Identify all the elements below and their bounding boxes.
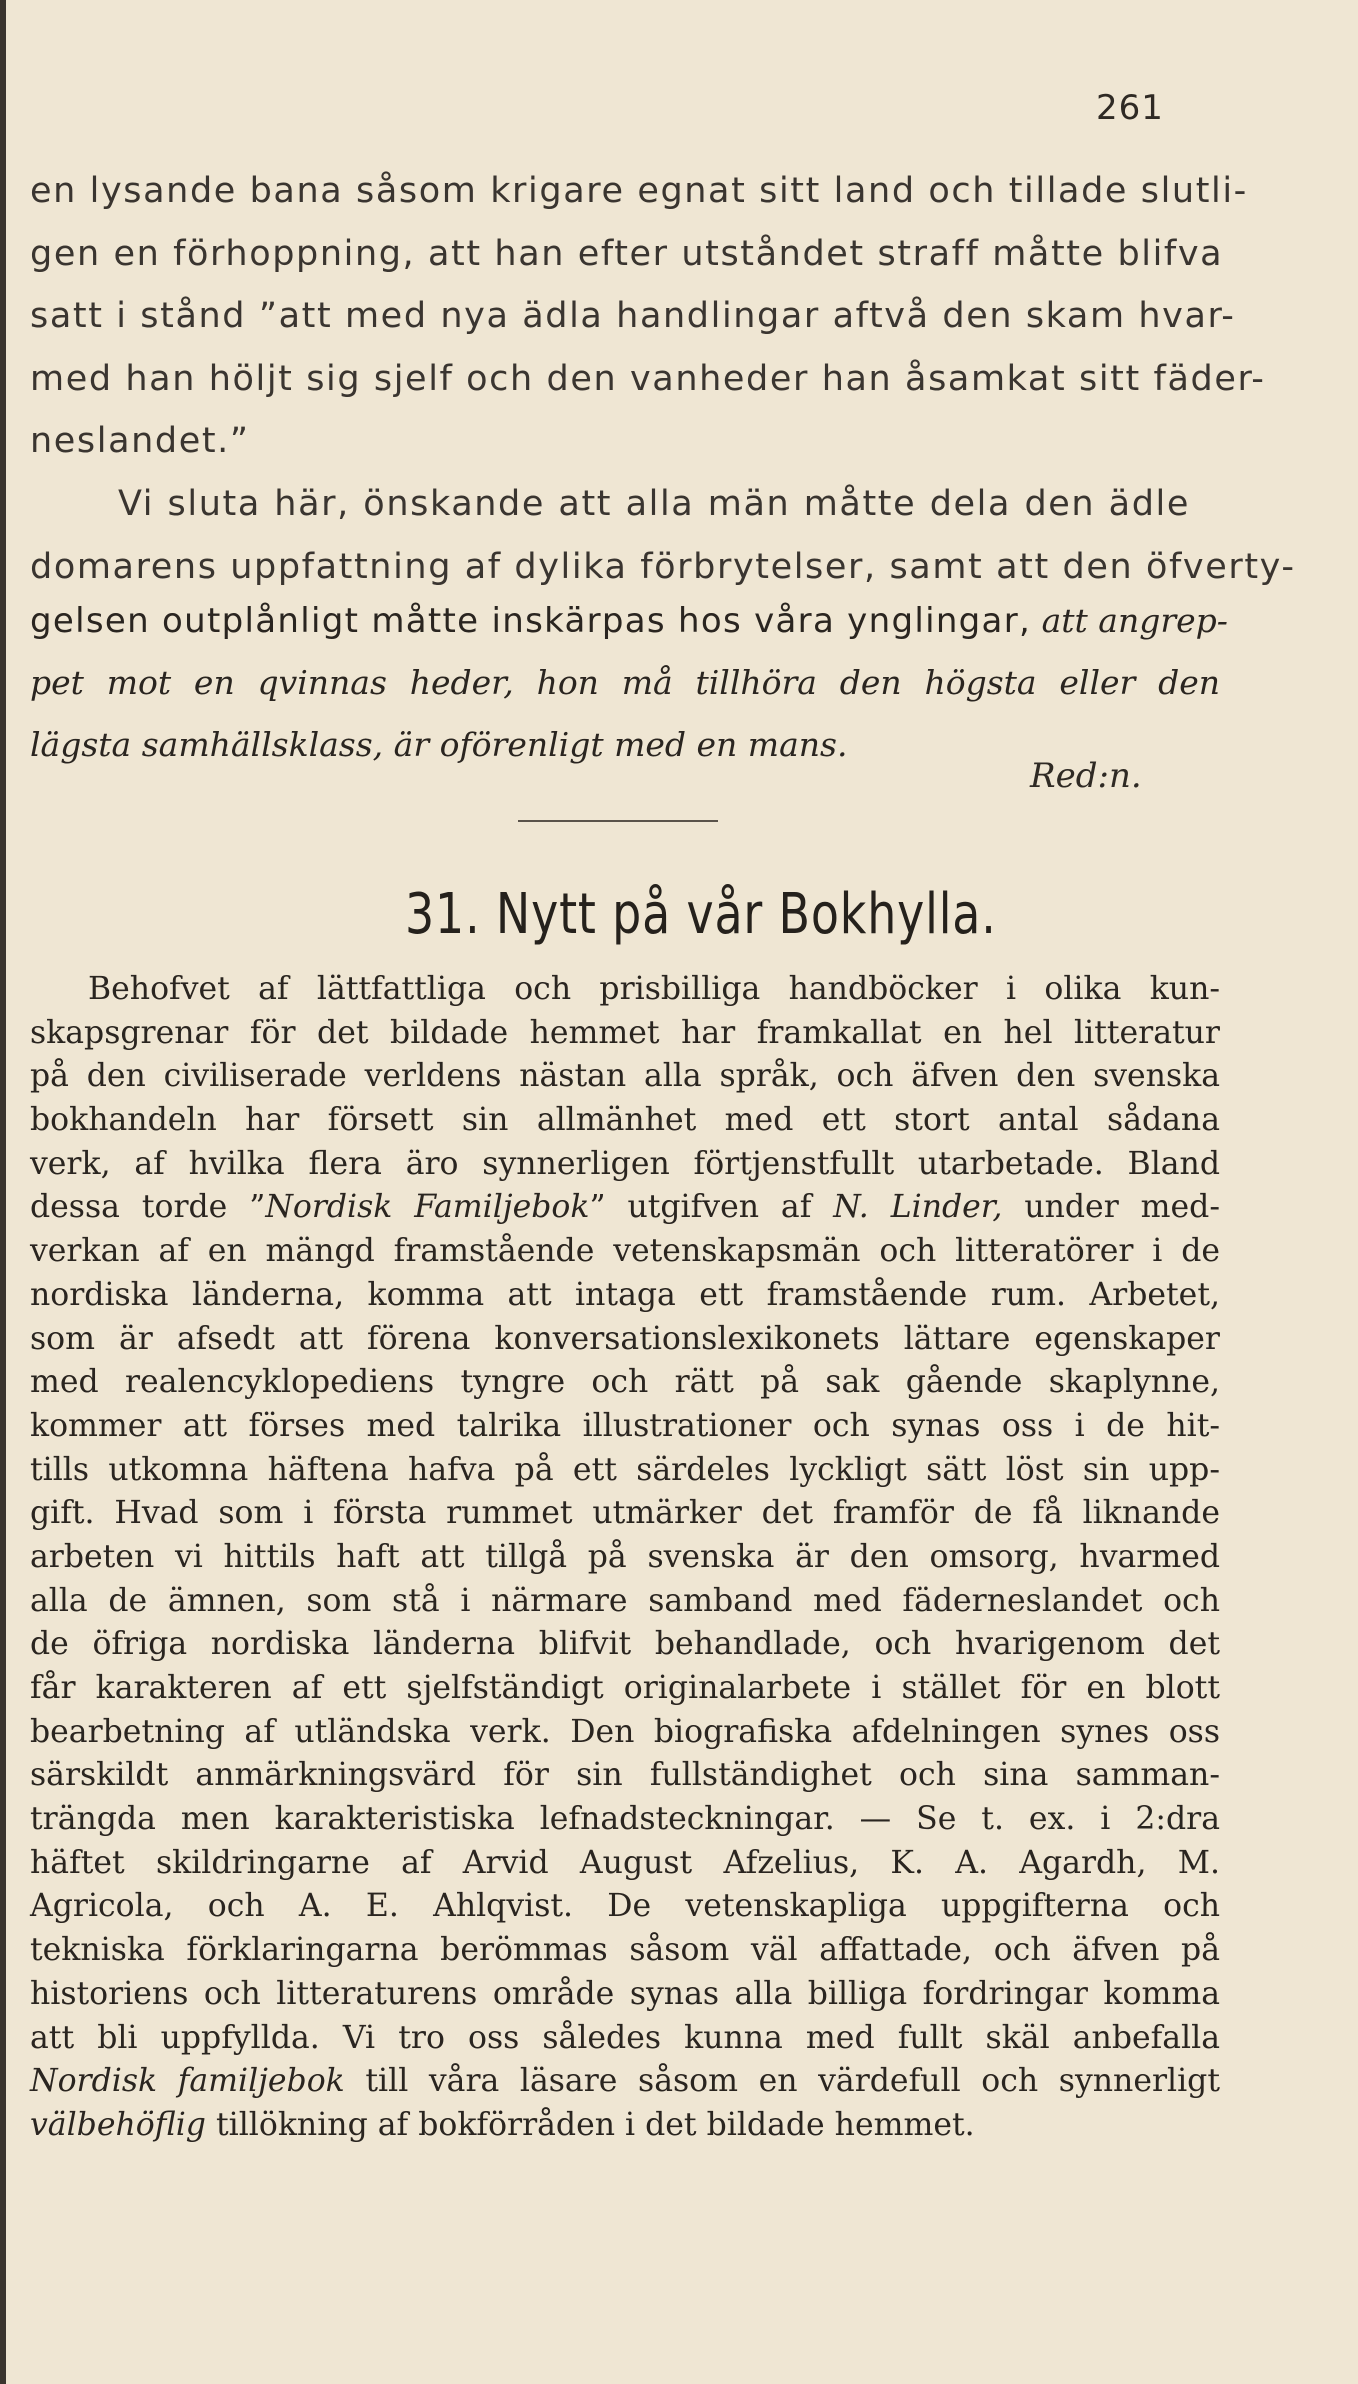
text-line: på den civiliserade verldens nästan alla språk, och äfven den svenska: [30, 1058, 1220, 1095]
text-line: särskildt anmärkningsvärd för sin fullständighet och sina samman-: [30, 1757, 1220, 1794]
text-line: verkan af en mängd framstående vetenskapsmän och litteratörer i de: [30, 1233, 1220, 1270]
text-line: domarens uppfattning af dylika förbrytelser, samt att den öfverty-: [30, 546, 1296, 587]
text-line: arbeten vi hittils haft att tillgå på svenska är den omsorg, hvarmed: [30, 1538, 1220, 1575]
text-line: Agricola, och A. E. Ahlqvist. De vetenskapliga uppgifterna och: [30, 1888, 1220, 1925]
page-binding-edge: [0, 0, 6, 2384]
text-line: de öfriga nordiska länderna blifvit behandlade, och hvarigenom det: [30, 1626, 1220, 1663]
text-line: häftet skildringarne af Arvid August Afzelius, K. A. Agardh, M.: [30, 1844, 1220, 1881]
text-line: gelsen outplånligt måtte inskärpas hos våra ynglingar, att angrep-: [30, 601, 1228, 641]
italic-text-line: pet mot en qvinnas heder, hon må tillhöra den högsta eller den: [30, 663, 1220, 702]
text-line: bearbetning af utländska verk. Den biografiska afdelningen synes oss: [30, 1713, 1220, 1750]
text-line: tills utkomna häftena hafva på ett särdeles lyckligt sätt löst sin upp-: [30, 1451, 1220, 1488]
article-body: [30, 968, 1220, 2148]
text-line: välbehöflig tillökning af bokförråden i det bildade hemmet.: [30, 2106, 975, 2143]
text-line: tekniska förklaringarna berömmas såsom väl affattade, och äfven på: [30, 1932, 1220, 1969]
text-line: gen en förhoppning, att han efter utståndet straff måtte blifva: [30, 233, 1224, 274]
text-line: bokhandeln har försett sin allmänhet med ett stort antal sådana: [30, 1102, 1220, 1139]
previous-article-text: [30, 160, 1296, 598]
text-line: med realencyklopediens tyngre och rätt på sak gående skaplynne,: [30, 1364, 1220, 1401]
text-line: får karakteren af ett sjelfständigt originalarbete i stället för en blott: [30, 1670, 1220, 1706]
page-number: 261: [1096, 88, 1164, 128]
text-line: verk, af hvilka flera äro synnerligen förtjenstfullt utarbetade. Bland: [30, 1145, 1220, 1182]
text-line: Behofvet af lättfattliga och prisbilliga handböcker i olika kun-: [88, 971, 1220, 1007]
text-line: att bli uppfyllda. Vi tro oss således kunna med fullt skäl anbefalla: [30, 2019, 1220, 2056]
text-line: alla de ämnen, som stå i närmare samband med fäderneslandet och: [30, 1582, 1220, 1619]
text-line: Nordisk familjebok till våra läsare såsom en värdefull och synnerligt: [30, 2063, 1220, 2100]
previous-article-conclusion: [30, 590, 1228, 776]
text-line: Vi sluta här, önskande att alla män måtte dela den ädle: [118, 483, 1190, 524]
text-line: kommer att förses med talrika illustrationer och synas oss i de hit-: [30, 1407, 1220, 1444]
text-line: nordiska länderna, komma att intaga ett framstående rum. Arbetet,: [30, 1276, 1220, 1313]
text-line: neslandet.”: [30, 421, 250, 462]
text-line: historiens och litteraturens område synas alla billiga fordringar komma: [30, 1975, 1220, 2012]
text-line: med han höljt sig sjelf och den vanheder han åsamkat sitt fäder-: [30, 358, 1266, 399]
text-line: dessa torde ”Nordisk Familjebok” utgifven af N. Linder, under med-: [30, 1189, 1220, 1226]
text-line: en lysande bana såsom krigare egnat sitt land och tillade slutli-: [30, 171, 1248, 211]
section-divider: [518, 820, 718, 822]
text-line: gift. Hvad som i första rummet utmärker det framför de få liknande: [30, 1495, 1220, 1532]
text-line: som är afsedt att förena konversationslexikonets lättare egenskaper: [30, 1320, 1220, 1357]
signature: Red:n.: [1030, 756, 1142, 796]
section-heading: 31. Nytt på vår Bokhylla.: [405, 882, 997, 947]
text-line: satt i stånd ”att med nya ädla handlingar aftvå den skam hvar-: [30, 296, 1236, 337]
italic-text-line: lägsta samhällsklass, är oförenligt med en mans.: [30, 725, 848, 764]
text-line: trängda men karakteristiska lefnadsteckningar. — Se t. ex. i 2:dra: [30, 1801, 1220, 1838]
text-line: skapsgrenar för det bildade hemmet har framkallat en hel litteratur: [30, 1014, 1220, 1051]
